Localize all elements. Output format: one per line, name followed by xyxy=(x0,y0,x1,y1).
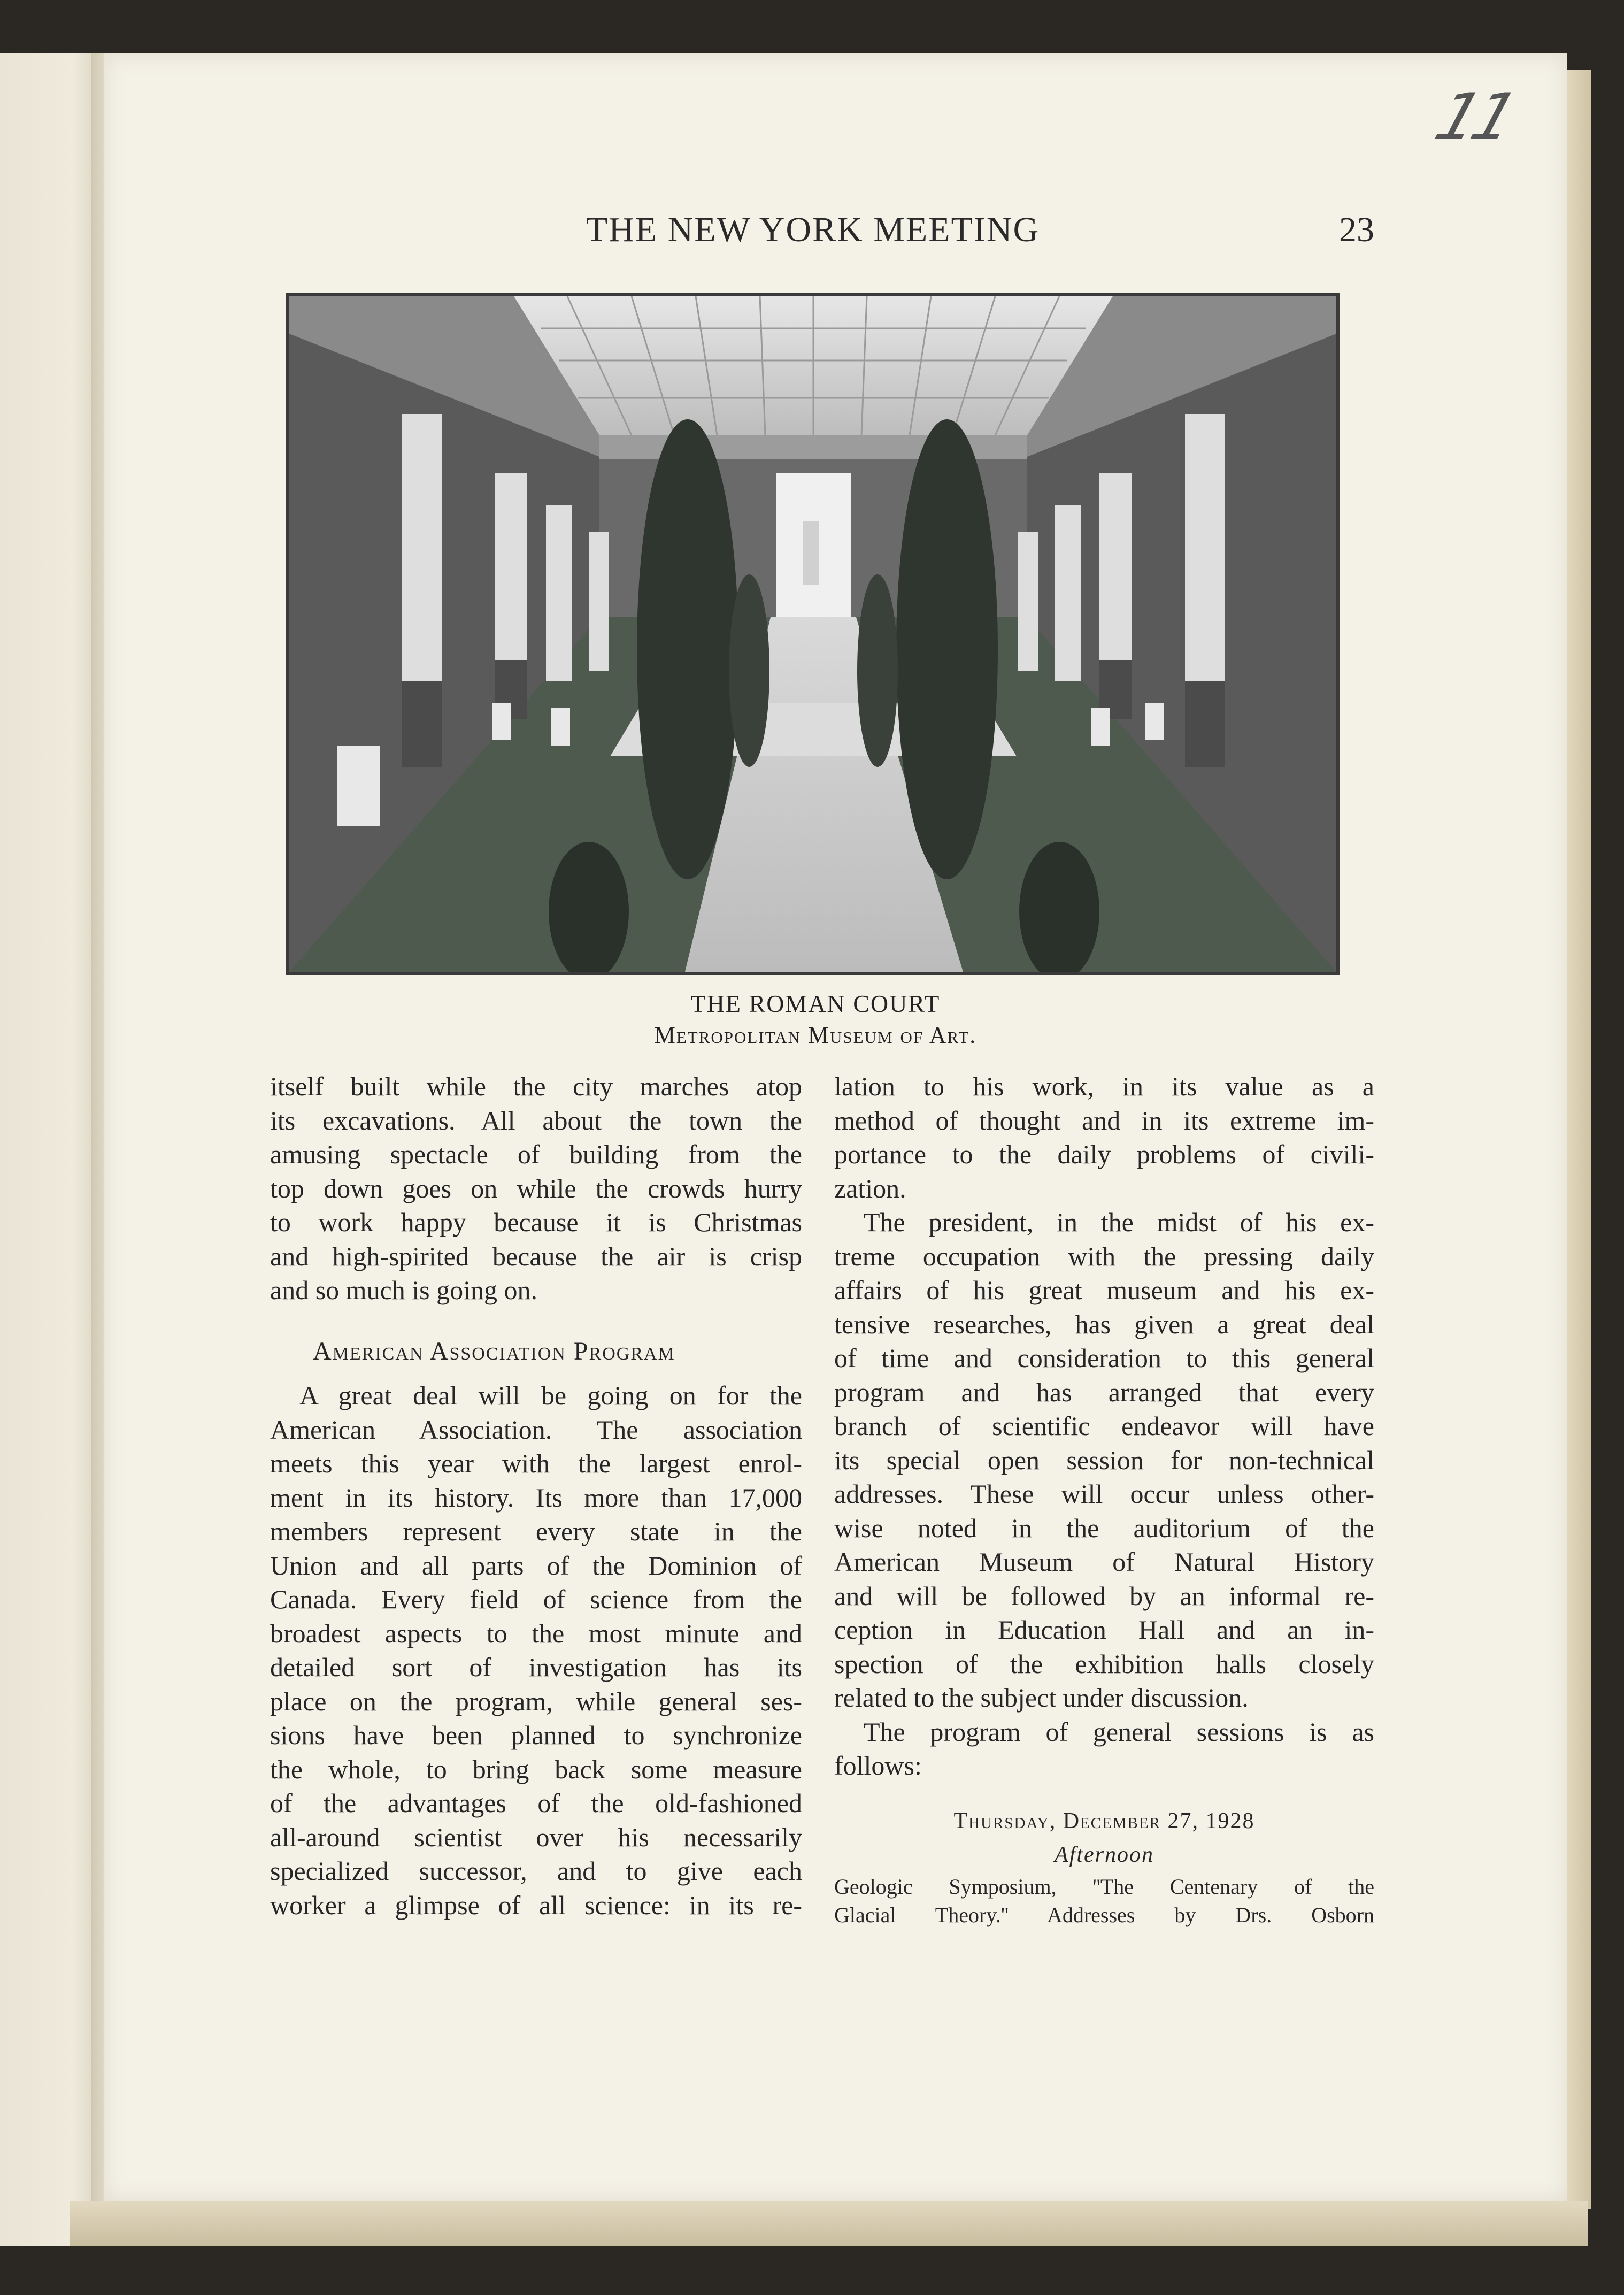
figure-caption-title: THE ROMAN COURT xyxy=(690,990,941,1017)
text-line: meets this year with the largest enrol- xyxy=(270,1448,802,1478)
text-line: affairs of his great museum and his ex- xyxy=(834,1275,1374,1305)
text-line: American Museum of Natural History xyxy=(834,1547,1374,1577)
text-line: related to the subject under discussion. xyxy=(834,1683,1249,1713)
roman-court-photograph xyxy=(286,293,1340,975)
text-line: of time and consideration to this general xyxy=(834,1343,1374,1373)
schedule-line: Glacial Theory.'' Addresses by Drs. Osborn xyxy=(834,1902,1374,1927)
text-line: and high-spirited because the air is crisp xyxy=(270,1241,802,1271)
section-heading: American Association Program xyxy=(313,1337,675,1365)
schedule-date: Thursday, December 27, 1928 xyxy=(953,1808,1255,1833)
text-line: method of thought and in its extreme im- xyxy=(834,1105,1374,1135)
text-line: the whole, to bring back some measure xyxy=(270,1754,802,1784)
text-line: Union and all parts of the Dominion of xyxy=(270,1550,802,1580)
text-line: Canada. Every field of science from the xyxy=(270,1584,802,1614)
text-line: its excavations. All about the town the xyxy=(270,1105,802,1135)
text-line: amusing spectacle of building from the xyxy=(270,1139,802,1169)
figure-caption-subtitle: Metropolitan Museum of Art. xyxy=(654,1022,977,1048)
text-line: to work happy because it is Christmas xyxy=(270,1207,802,1237)
text-line: and so much is going on. xyxy=(270,1275,537,1305)
text-line: its special open session for non-technical xyxy=(834,1445,1374,1475)
text-line: wise noted in the auditorium of the xyxy=(834,1513,1374,1543)
text-line: and will be followed by an informal re- xyxy=(834,1580,1374,1611)
text-line: spection of the exhibition halls closely xyxy=(834,1648,1374,1679)
text-line: members represent every state in the xyxy=(270,1516,802,1546)
text-line: lation to his work, in its value as a xyxy=(834,1071,1374,1101)
left-text-column xyxy=(270,1070,802,1922)
text-line: addresses. These will occur unless other- xyxy=(834,1479,1374,1509)
text-line: The program of general sessions is as xyxy=(864,1716,1374,1747)
text-line: of the advantages of the old-fashioned xyxy=(270,1788,802,1818)
text-line: specialized successor, and to give each xyxy=(270,1856,802,1886)
page-edge-bottom xyxy=(70,2201,1588,2246)
text-line: ception in Education Hall and an in- xyxy=(834,1615,1374,1645)
text-line: all-around scientist over his necessarily xyxy=(270,1822,802,1852)
text-line: worker a glimpse of all science: in its re- xyxy=(270,1890,802,1920)
text-line: place on the program, while general ses- xyxy=(270,1686,802,1716)
text-line: program and has arranged that every xyxy=(834,1377,1374,1407)
handwritten-page-mark: 11 xyxy=(1426,80,1522,155)
text-line: branch of scientific endeavor will have xyxy=(834,1411,1374,1441)
text-line: tensive researches, has given a great deal xyxy=(834,1309,1374,1339)
page-number: 23 xyxy=(1339,210,1374,249)
schedule-time: Afternoon xyxy=(1055,1843,1154,1867)
text-line: itself built while the city marches atop xyxy=(270,1071,802,1101)
text-line: treme occupation with the pressing daily xyxy=(834,1241,1374,1271)
text-line: The president, in the midst of his ex- xyxy=(864,1207,1374,1237)
schedule-line: Geologic Symposium, ''The Centenary of the xyxy=(834,1874,1374,1899)
text-line: top down goes on while the crowds hurry xyxy=(270,1173,802,1203)
text-line: broadest aspects to the most minute and xyxy=(270,1618,802,1648)
text-line: ment in its history. Its more than 17,000 xyxy=(270,1482,802,1513)
text-line: detailed sort of investigation has its xyxy=(270,1652,802,1682)
running-head: THE NEW YORK MEETING xyxy=(586,210,1040,249)
text-line: portance to the daily problems of civili- xyxy=(834,1139,1374,1169)
text-line: A great deal will be going on for the xyxy=(299,1380,802,1410)
facing-page-edge xyxy=(0,53,104,2246)
text-line: sions have been planned to synchronize xyxy=(270,1720,802,1750)
page-edge-right xyxy=(1567,70,1591,2209)
text-line: zation. xyxy=(834,1173,906,1203)
text-line: American Association. The association xyxy=(270,1414,802,1445)
text-line: follows: xyxy=(834,1751,922,1780)
right-text-column xyxy=(834,1070,1374,1929)
